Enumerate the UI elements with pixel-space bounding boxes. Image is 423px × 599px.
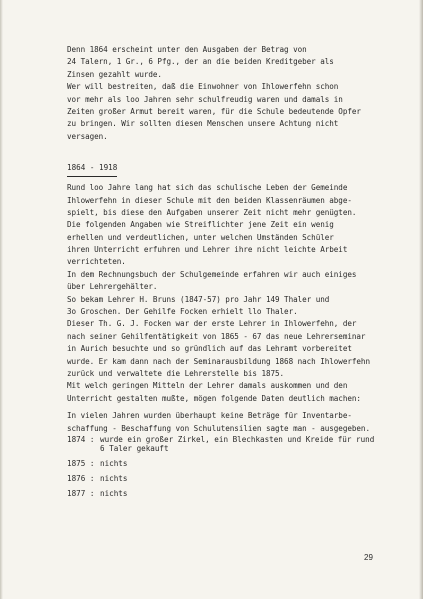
text-line: Die folgenden Angaben wie Streiflichter jene Zeit ein wenig — [67, 220, 334, 230]
paragraph-intro — [67, 44, 397, 143]
text-line: 24 Talern, 1 Gr., 6 Pfg., der an die beiden Kreditgeber als — [67, 57, 334, 67]
page-number: 29 — [364, 553, 373, 562]
entry-year: 1874 : — [67, 434, 95, 444]
year-entry — [67, 489, 397, 498]
text-line: in Aurich besuchte und so gründlich auf das Lehramt vorbereitet — [67, 344, 352, 354]
page-edge-right — [419, 0, 423, 599]
entry-year: 1876 : — [67, 473, 95, 483]
text-line: erhellen und verdeutlichen, unter welchen Umständen Schüler — [67, 232, 334, 242]
page-edge-left — [0, 0, 3, 599]
text-line: In dem Rechnungsbuch der Schulgemeinde erfahren wir auch einiges — [67, 269, 357, 279]
page-content — [67, 44, 397, 504]
entry-text-line: wurde ein großer Zirkel, ein Blechkasten und Kreide für rund — [100, 434, 375, 444]
spacer — [67, 143, 397, 155]
text-line: versagen. — [67, 131, 108, 141]
text-line: verrichteten. — [67, 257, 126, 267]
section-heading: 1864 - 1918 — [67, 162, 117, 177]
entry-text-line: nichts — [100, 473, 128, 483]
section-heading-wrapper — [67, 155, 397, 177]
entry-text — [100, 474, 390, 483]
year-entry — [67, 474, 397, 483]
entry-text-line: 6 Taler gekauft — [100, 443, 169, 453]
text-line: Unterricht gestalten mußte, mögen folgende Daten deutlich machen: — [67, 393, 361, 403]
text-line: vor mehr als loo Jahren sehr schulfreudig waren und damals in — [67, 94, 343, 104]
entry-year: 1875 : — [67, 458, 95, 468]
text-line: zu bringen. Wir sollten diesen Menschen unsere Achtung nicht — [67, 119, 339, 129]
text-line: Dieser Th. G. J. Focken war der erste Lehrer in Ihlowerfehn, der — [67, 319, 357, 329]
text-line: spielt, bis diese den Aufgaben unserer Zeit nicht mehr genügten. — [67, 207, 357, 217]
entry-text-line: nichts — [100, 488, 128, 498]
text-line: Zinsen gezahlt wurde. — [67, 69, 162, 79]
paragraph-main — [67, 182, 397, 405]
text-line: Denn 1864 erscheint unter den Ausgaben der Betrag von — [67, 45, 307, 54]
text-line: Mit welch geringen Mitteln der Lehrer damals auskommen und den — [67, 381, 348, 391]
year-entry — [67, 435, 397, 453]
text-line: In vielen Jahren wurden überhaupt keine Beträge für Inventarbe- — [67, 411, 352, 421]
text-line: über Lehrergehälter. — [67, 282, 158, 292]
entry-text — [100, 459, 390, 468]
entry-text — [100, 435, 390, 453]
entry-text — [100, 489, 390, 498]
text-line: Zeiten großer Armut bereit waren, für die Schule bedeutende Opfer — [67, 106, 361, 116]
year-entry — [67, 459, 397, 468]
text-line: Rund loo Jahre lang hat sich das schulische Leben der Gemeinde — [67, 183, 348, 193]
text-line: So bekam Lehrer H. Bruns (1847-57) pro Jahr 149 Thaler und — [67, 294, 330, 304]
text-line: 3o Groschen. Der Gehilfe Focken erhielt llo Thaler. — [67, 307, 298, 317]
text-line: Wer will bestreiten, daß die Einwohner von Ihlowerfehn schon — [67, 82, 339, 92]
year-entry-list — [67, 435, 397, 498]
entry-text-line: nichts — [100, 458, 128, 468]
text-line: wurde. Er kam dann nach der Seminarausbildung 1868 nach Ihlowerfehn — [67, 356, 370, 366]
text-line: ihren Unterricht erfuhren und Lehrer ihre nicht leichte Arbeit — [67, 245, 348, 255]
entry-year: 1877 : — [67, 488, 95, 498]
text-line: nach seiner Gehilfentätigkeit von 1865 - 67 das neue Lehrerseminar — [67, 331, 366, 341]
text-line: schaffung - Beschaffung von Schulutensilien sagte man - ausgegeben. — [67, 423, 370, 433]
text-line: Ihlowerfehn in dieser Schule mit den beiden Klassenräumen abge- — [67, 195, 352, 205]
text-line: zurück und verwaltete die Lehrerstelle bis 1875. — [67, 368, 285, 378]
paragraph-inventory — [67, 410, 397, 435]
